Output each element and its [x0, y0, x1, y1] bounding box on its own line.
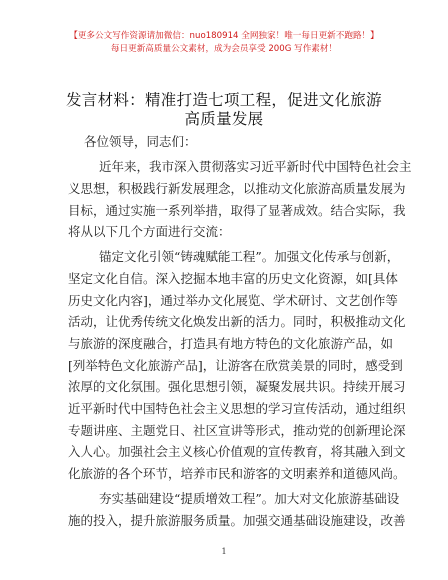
paragraph-line: 历史文化内容]，通过举办文化展览、学术研讨、文艺创作等 [68, 293, 398, 308]
paragraph-line: 近年来，我市深入贯彻落实习近平新时代中国特色社会主 [99, 159, 412, 174]
paragraph-line: 施的投入，提升旅游服务质量。加强交通基础设施建设，改善 [68, 513, 406, 528]
document-title-line-2: 高质量发展 [184, 110, 264, 128]
paragraph-line: 入人心。加强社会主义核心价值观的宣传教育，将其融入到文 [68, 444, 406, 459]
paragraph-line: 与旅游的深度融合，打造具有地方特色的文化旅游产品，如 [68, 336, 394, 351]
paragraph-line: 义思想，积极践行新发展理念，以推动文化旅游高质量发展为 [68, 181, 406, 196]
document-title-line-1: 发言材料：精准打造七项工程，促进文化旅游 [65, 91, 382, 109]
paragraph-line: 化旅游的各个环节，培养市民和游客的文明素养和道德风尚。 [68, 466, 406, 481]
paragraph-line: 锚定文化引领“铸魂赋能工程”。加强文化传承与创新， [99, 249, 400, 264]
greeting: 各位领导，同志们： [84, 134, 197, 149]
paragraph-line: 目标，通过实施一系列举措，取得了显著成效。结合实际，我 [68, 203, 406, 218]
paragraph-line: 专题讲座、主题党日、社区宣讲等形式，推动党的创新理论深 [68, 423, 406, 438]
paragraph-line: [列举特色文化旅游产品]，让游客在欣赏美景的同时，感受到 [68, 358, 403, 373]
paragraph-line: 近平新时代中国特色社会主义思想的学习宣传活动，通过组织 [68, 401, 406, 416]
promo-banner-line-2: 每日更新高质量公文素材，成为会员享受 200G 写作素材！ [110, 44, 338, 54]
paragraph-line: 活动，让优秀传统文化焕发出新的活力。同时，积极推动文化 [68, 314, 406, 329]
paragraph-line: 坚定文化自信。深入挖掘本地丰富的历史文化资源，如[具体 [68, 271, 398, 286]
promo-banner-line-1: 【更多公文写作资源请加微信：nuo180914 全网独家！唯一每日更新不跑路！】 [69, 31, 379, 41]
paragraph-line: 夯实基础建设“提质增效工程”。加大对文化旅游基础设 [99, 491, 400, 506]
paragraph-line: 将从以下几个方面进行交流： [68, 224, 231, 239]
paragraph-line: 浓厚的文化氛围。强化思想引领，凝聚发展共识。持续开展习 [68, 379, 406, 394]
page-number: 1 [221, 547, 227, 556]
